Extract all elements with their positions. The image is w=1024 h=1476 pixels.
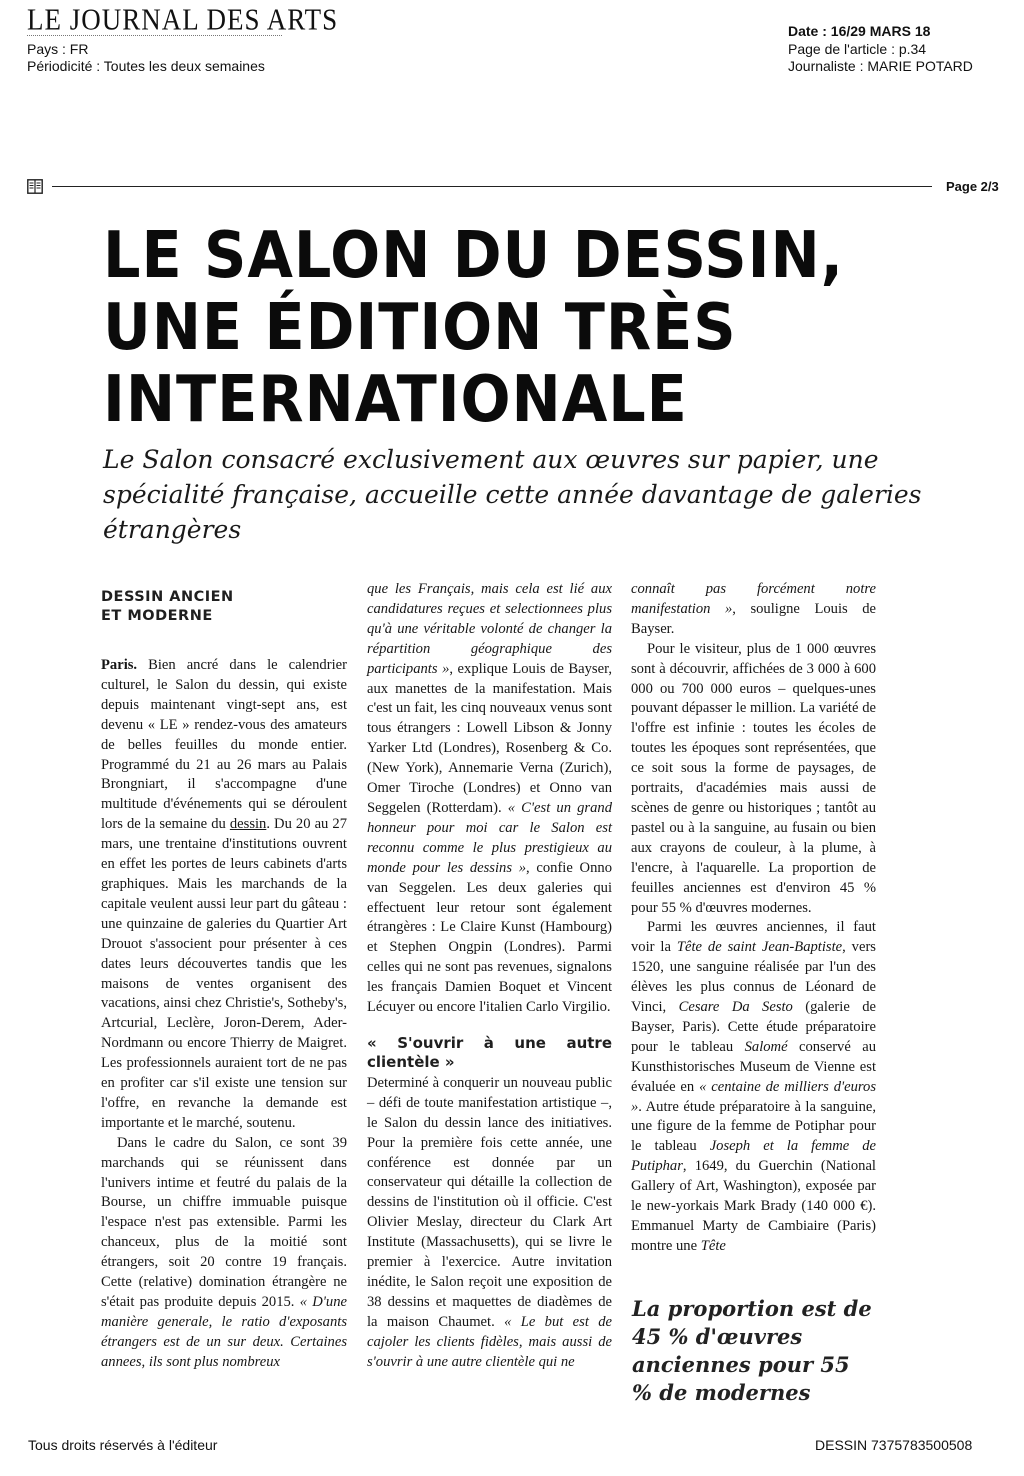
paragraph: [367, 580, 612, 1018]
paragraph-text: . Autre étude préparatoire à la sanguine, une figure de la femme de Potiphar pour le tableau: [631, 1098, 876, 1155]
dessin-link[interactable]: dessin: [229, 816, 267, 833]
article-headline: [103, 220, 867, 436]
paragraph-text: , explique Louis de Bayser, aux manettes de la manifestation. Mais c'est un fait, les cinq nouveaux venus sont tous étrangers : Lowell Libson & Jonny Yarker Ltd (Londres), Rosenberg & Co. (New York), Annemarie Verna (Zurich), Omer Tiroche (Londres) et Onno van Seggelen (Rotterdam).: [367, 660, 612, 816]
paragraph-text: , vers 1520, une sanguine réalisée par l'un des élèves les plus connus de Léonard de Vinci,: [631, 939, 876, 1016]
paragraph: [101, 656, 347, 1134]
intertitle: « S'ouvrir à une autre clientèle »: [367, 1033, 612, 1071]
paragraph-text: conservé au Kunsthistorisches Museum de Vienne est évaluée en: [631, 1038, 876, 1095]
artwork-title: Tête: [700, 1237, 726, 1254]
date-label: Date : 16/29 MARS 18: [788, 23, 931, 39]
rights-notice: Tous droits réservés à l'éditeur: [28, 1437, 218, 1453]
paragraph-text: , confie Onno van Seggelen. Les deux galeries qui effectuent leur retour sont également étrangères : Le Claire Kunst (Hambourg) et Stephen Ongpin (Londres). Parmi celles qui ne sont pas revenues, signalons les français Damien Boquet et Vincent Lécuyer ou encore l'italien Carlo Virgilio.: [367, 859, 612, 1016]
paragraph: Pour le visiteur, plus de 1 000 œuvres sont à découvrir, affichées de 3 000 à 600 000 ou 700 000 euros – quelques-unes pouvant dépasser le million. La variété de l'offre est infinie : toutes les écoles de toutes les époques sont représentées, que ce soit sous la forme de paysages, de portraits, d'académies mais aussi de scènes de genre ou historiques ; tantôt au pastel ou à la sanguine, au fusain ou bien aux crayons de couleur, à la plume, à l'encre, à l'aquarelle. La proportion de feuilles anciennes est d'environ 45 % pour 55 % d'œuvres modernes.: [631, 640, 876, 916]
headline-line-3: INTERNATIONALE: [103, 363, 688, 437]
quote-text: « D'une manière generale, le ratio d'exposants étrangers est de un sur deux. Certaines annees, ils sont plus nombreux: [101, 1294, 347, 1370]
paragraph-text: Determiné à conquerir un nouveau public – défi de toute manifestation artistique –, le Salon du dessin lance des initiatives. Pour la première fois cette année, une conférence est donnée par un conservateur qui détaille la collection de dessins de l'institution où il officie. C'est Olivier Meslay, directeur du Clark Art Institute (Massachusetts), qui se livre le premier à l'exercice. Autre invitation inédite, le Salon reçoit une exposition de 38 dessins et maquettes de diadèmes de la maison Chaumet.: [367, 1074, 612, 1330]
article-column-2: [367, 580, 612, 1373]
page-indicator: Page 2/3: [946, 179, 999, 194]
paragraph: [631, 918, 876, 1256]
quote-text: « Le but est de cajoler les clients fidèles, mais aussi de s'ouvrir à une autre clientèle qui ne: [367, 1313, 612, 1370]
quote-text: connaît pas forcément notre manifestation »: [631, 581, 876, 617]
paragraph-text: , souligne Louis de Bayser.: [631, 600, 876, 637]
masthead-logo: LE JOURNAL DES ARTS: [27, 2, 339, 37]
kicker-line-2: ET MODERNE: [101, 608, 213, 624]
article-subheadline: Le Salon consacré exclusivement aux œuvres sur papier, une spécialité française, accueille cette année davantage de galeries étrangères: [103, 445, 922, 544]
paragraph: [631, 580, 876, 640]
paragraph-text: Dans le cadre du Salon, ce sont 39 marchands qui se réunissent dans l'univers intime et feutré du palais de la Bourse, un chiffre immuable puisque l'espace n'est pas extensible. Parmi les chanceux, plus de la moitié sont étrangers, soit 20 contre 19 français. Cette (relative) domination étrangère ne s'était pas produite depuis 2015.: [101, 1134, 347, 1310]
paragraph-text: , 1649, du Guerchin (National Gallery of Art, Washington), exposée par le new-yorkais Mark Brady (140 000 €). Emmanuel Marty de Cambiaire (Paris) montre une: [631, 1158, 876, 1254]
article-page-label: Page de l'article : p.34: [788, 41, 927, 57]
artwork-title: Tête de saint Jean-Baptiste: [676, 939, 843, 956]
document-code: DESSIN 7375783500508: [815, 1437, 973, 1453]
headline-line-2: UNE ÉDITION TRÈS: [103, 291, 737, 365]
pull-quote: La proportion est de 45 % d'œuvres anciennes pour 55 % de modernes: [632, 1296, 872, 1405]
kicker-line-1: DESSIN ANCIEN: [101, 589, 234, 605]
paragraph: [101, 1134, 347, 1373]
article-column-1: [101, 580, 347, 1373]
quote-text: « centaine de milliers d'euros »: [631, 1078, 876, 1115]
artwork-title: Joseph et la femme de Putiphar: [631, 1138, 876, 1175]
paragraph-text: Parmi les œuvres anciennes, il faut voir la: [631, 919, 876, 956]
artist-name: Cesare Da Sesto: [678, 999, 793, 1016]
newspaper-icon: [27, 179, 43, 194]
paragraph-text: . Du 20 au 27 mars, une trentaine d'institutions ouvrent en effet les portes de leurs cabinets d'arts graphiques. Mais les marchands de la capitale veulent aussi leur part du gâteau : une quinzaine de galeries du Quartier Art Drouot s'associent pour présenter à ces dates leurs découvertes tandis que les maisons de ventes organisent des vacations, ainsi chez Christie's, Sotheby's, Artcurial, Leclère, Joron-Derem, Ader-Nordmann ou encore Thierry de Maigret. Les professionnels auraient tort de ne pas en profiter car s'il existe une tension sur l'offre, en revanche la demande est importante et le marché, soutenu.: [101, 816, 347, 1131]
paragraph-text: (galerie de Bayser, Paris). Cette étude préparatoire pour le tableau: [631, 999, 876, 1055]
masthead-tagline-rule: [27, 35, 282, 38]
dateline: Paris.: [101, 657, 138, 673]
paragraph: [367, 1074, 612, 1373]
section-kicker: [101, 588, 347, 626]
quote-text: que les Français, mais cela est lié aux candidatures reçues et selectionnees plus qu'à une véritable volonté de changer la répartition géographique des participants »: [367, 581, 612, 677]
quote-text: « C'est un grand honneur pour moi car le Salon est reconnu comme le plus prestigieux au monde pour les dessins »: [367, 799, 612, 876]
journalist-label: Journaliste : MARIE POTARD: [788, 58, 973, 74]
article-column-3: [631, 580, 876, 1257]
paragraph-text: Bien ancré dans le calendrier culturel, le Salon du dessin, qui existe depuis maintenant vingt-sept ans, est devenu « LE » rendez-vous des amateurs de belles feuilles du monde entier. Programmé du 21 au 26 mars au Palais Brongniart, il s'accompagne d'une multitude d'événements qui se déroulent lors de la semaine du: [101, 657, 347, 833]
headline-line-1: LE SALON DU DESSIN,: [103, 219, 844, 293]
periodicity-label: Périodicité : Toutes les deux semaines: [27, 58, 265, 74]
header-divider: [52, 186, 932, 187]
artwork-title: Salomé: [744, 1038, 788, 1055]
country-label: Pays : FR: [27, 41, 89, 57]
